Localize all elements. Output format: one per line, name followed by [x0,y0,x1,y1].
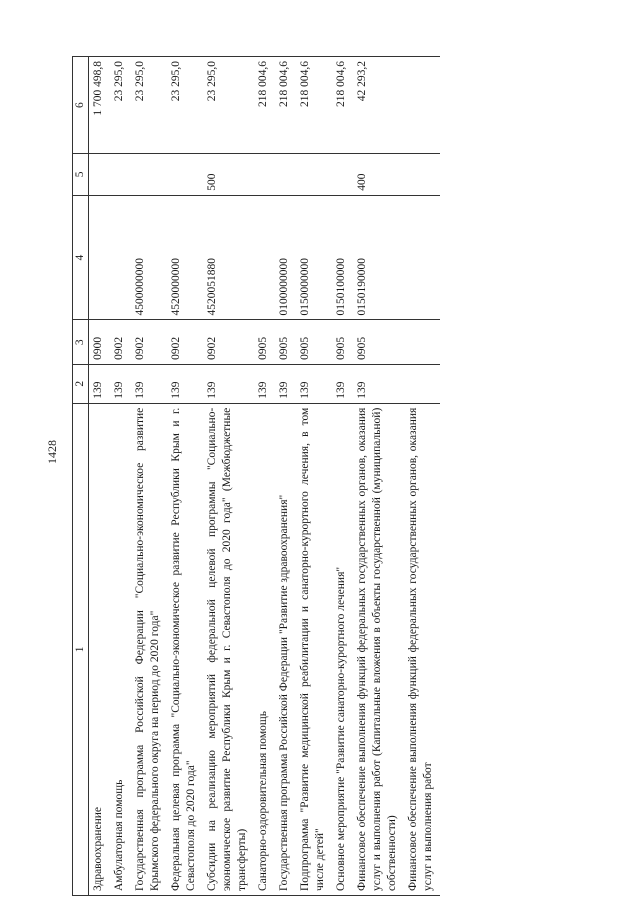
table-row [89,57,111,896]
row-amount: 218 004,6 [275,57,296,154]
header-col-2: 2 [73,364,89,403]
table-row [332,57,353,896]
table-row [353,57,404,896]
row-target-code: 0150000000 [296,195,332,320]
row-amount: 218 004,6 [296,57,332,154]
row-target-code [110,195,131,320]
row-amount: 23 295,0 [131,57,167,154]
row-ministry-code: 139 [275,364,296,403]
row-section-code: 0905 [275,320,296,364]
row-section-code: 0902 [167,320,203,364]
row-name: Федеральная целевая программа "Социально-экономическое развитие Республики Крым и г. Севастополя до 2020 года" [167,403,203,895]
row-name: Здравоохранение [89,403,111,895]
row-expense-type: 500 [203,154,254,196]
row-expense-type [254,154,275,196]
row-ministry-code: 139 [353,364,404,403]
header-col-1: 1 [73,403,89,895]
table-row [203,57,254,896]
table-row [275,57,296,896]
row-name: Подпрограмма "Развитие медицинской реабилитации и санаторно-курортного лечения, в том числе детей" [296,403,332,895]
row-target-code: 0150100000 [332,195,353,320]
row-section-code: 0902 [110,320,131,364]
header-row [73,57,89,896]
table-row [404,57,440,896]
row-target-code [404,195,440,320]
row-expense-type [110,154,131,196]
table-row [167,57,203,896]
row-section-code: 0902 [131,320,167,364]
table-row [296,57,332,896]
row-amount [404,57,440,154]
row-amount: 23 295,0 [110,57,131,154]
row-amount: 42 293,2 [353,57,404,154]
row-name: Амбулаторная помощь [110,403,131,895]
table-row [254,57,275,896]
row-ministry-code: 139 [332,364,353,403]
header-col-5: 5 [73,154,89,196]
row-section-code: 0905 [353,320,404,364]
row-ministry-code: 139 [296,364,332,403]
row-expense-type: 400 [353,154,404,196]
row-expense-type [296,154,332,196]
row-target-code [254,195,275,320]
row-expense-type [131,154,167,196]
row-ministry-code: 139 [254,364,275,403]
budget-table [72,56,440,896]
row-amount: 23 295,0 [167,57,203,154]
row-expense-type [332,154,353,196]
row-target-code: 0150190000 [353,195,404,320]
row-expense-type [167,154,203,196]
row-amount: 1 700 498,8 [89,57,111,154]
row-section-code: 0905 [296,320,332,364]
row-section-code: 0902 [203,320,254,364]
row-expense-type [404,154,440,196]
row-ministry-code: 139 [89,364,111,403]
row-name: Основное мероприятие "Развитие санаторно-курортного лечения" [332,403,353,895]
row-ministry-code [404,364,440,403]
row-ministry-code: 139 [131,364,167,403]
row-section-code: 0900 [89,320,111,364]
row-ministry-code: 139 [203,364,254,403]
row-amount: 218 004,6 [332,57,353,154]
row-amount: 218 004,6 [254,57,275,154]
row-name: Государственная программа Российской Федерации "Развитие здравоохранения" [275,403,296,895]
row-target-code [89,195,111,320]
row-section-code: 0905 [332,320,353,364]
page-number: 1428 [45,440,59,464]
row-ministry-code: 139 [110,364,131,403]
row-amount: 23 295,0 [203,57,254,154]
rotated-table-container [72,56,568,896]
row-expense-type [275,154,296,196]
row-name: Государственная программа Российской Федерации "Социально-экономическое развитие Крымского федерального округа на период до 2020 года" [131,403,167,895]
row-target-code: 0100000000 [275,195,296,320]
header-col-4: 4 [73,195,89,320]
header-col-3: 3 [73,320,89,364]
row-target-code: 4520000000 [167,195,203,320]
row-target-code: 4520051880 [203,195,254,320]
row-name: Финансовое обеспечение выполнения функций федеральных государственных органов, оказания услуг и выполнения работ (Капитальные вложения в объекты государственной (муниципальной) собственности) [353,403,404,895]
row-ministry-code: 139 [167,364,203,403]
row-section-code: 0905 [254,320,275,364]
header-col-6: 6 [73,57,89,154]
table-row [110,57,131,896]
row-target-code: 4500000000 [131,195,167,320]
row-section-code [404,320,440,364]
row-name: Санаторно-оздоровительная помощь [254,403,275,895]
row-expense-type [89,154,111,196]
row-name: Финансовое обеспечение выполнения функций федеральных государственных органов, оказания услуг и выполнения работ [404,403,440,895]
row-name: Субсидии на реализацию мероприятий федеральной целевой программы "Социально-экономическое развитие Республики Крым и г. Севастополя до 2020 года" (Межбюджетные трансферты) [203,403,254,895]
table-row [131,57,167,896]
